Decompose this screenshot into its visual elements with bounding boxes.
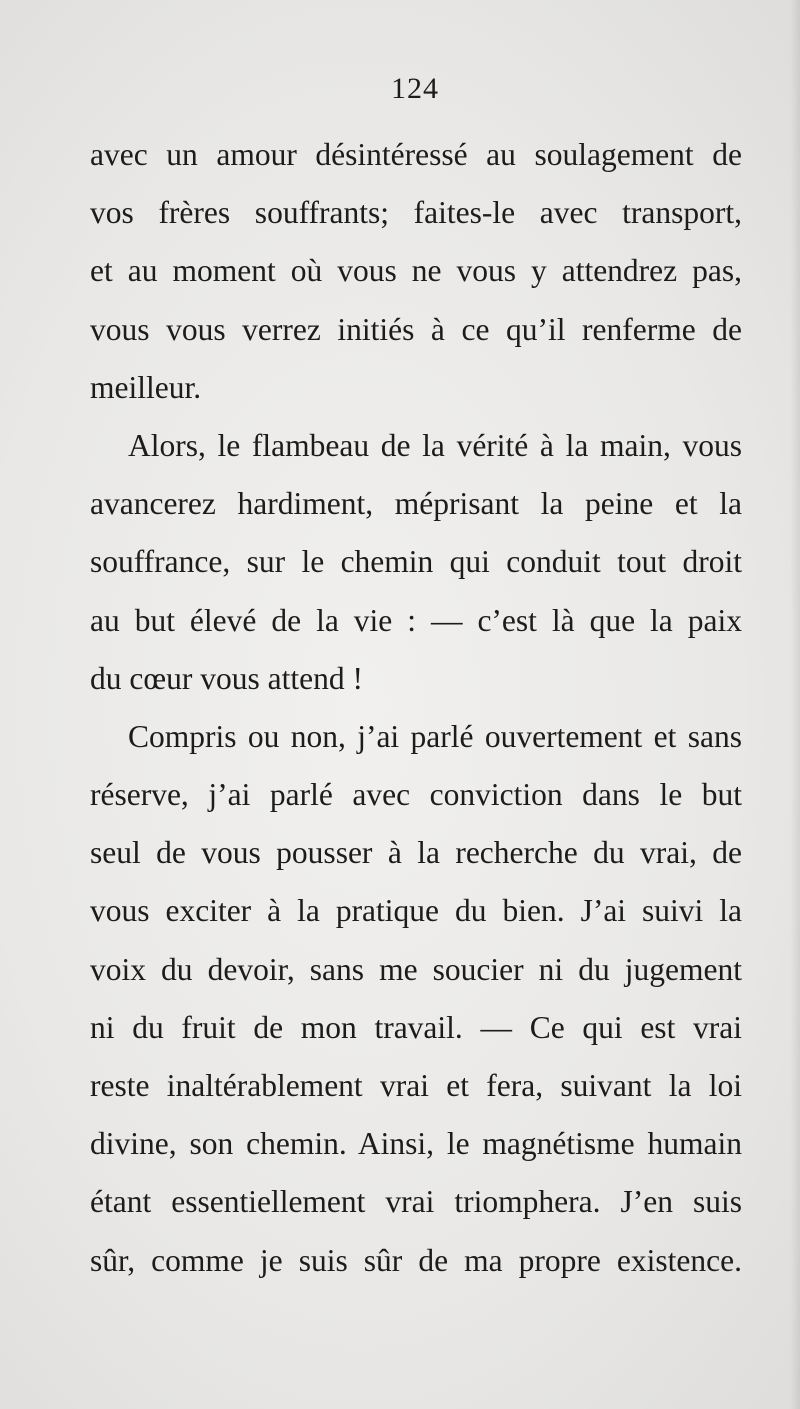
- paragraph-start-line: Compris ou non, j’ai parlé ouvertement et sans: [128, 718, 742, 754]
- text-line: vos frères souffrants; faites-le avec transport,: [90, 195, 742, 231]
- text-line: avancerez hardiment, méprisant la peine et la: [90, 486, 742, 522]
- text-line: réserve, j’ai parlé avec conviction dans le but: [90, 777, 742, 813]
- text-line: ni du fruit de mon travail. — Ce qui est vrai: [90, 1009, 742, 1045]
- text-line: divine, son chemin. Ainsi, le magnétisme humain: [90, 1126, 742, 1162]
- page-edge-shadow: [790, 0, 800, 1409]
- text-line: au but élevé de la vie : — c’est là que la paix: [90, 602, 742, 638]
- paragraph-start-line: Alors, le flambeau de la vérité à la main, vous: [128, 427, 742, 463]
- text-line: avec un amour désintéressé au soulagement de: [90, 137, 742, 172]
- text-line: seul de vous pousser à la recherche du vrai, de: [90, 835, 742, 871]
- text-line: meilleur.: [90, 369, 202, 405]
- text-line: vous exciter à la pratique du bien. J’ai suivi la: [90, 893, 742, 929]
- text-line: vous vous verrez initiés à ce qu’il renferme de: [90, 311, 742, 347]
- text-line: voix du devoir, sans me soucier ni du jugement: [90, 951, 742, 987]
- text-line: reste inaltérablement vrai et fera, suivant la loi: [90, 1068, 742, 1103]
- body-text: [90, 126, 742, 1290]
- text-line: du cœur vous attend !: [90, 660, 363, 696]
- text-line: souffrance, sur le chemin qui conduit tout droit: [90, 544, 742, 580]
- text-line: étant essentiellement vrai triomphera. J’en suis: [90, 1184, 742, 1220]
- page-number: 124: [391, 72, 439, 105]
- text-line: sûr, comme je suis sûr de ma propre existence.: [90, 1242, 742, 1278]
- text-line: et au moment où vous ne vous y attendrez pas,: [90, 253, 742, 289]
